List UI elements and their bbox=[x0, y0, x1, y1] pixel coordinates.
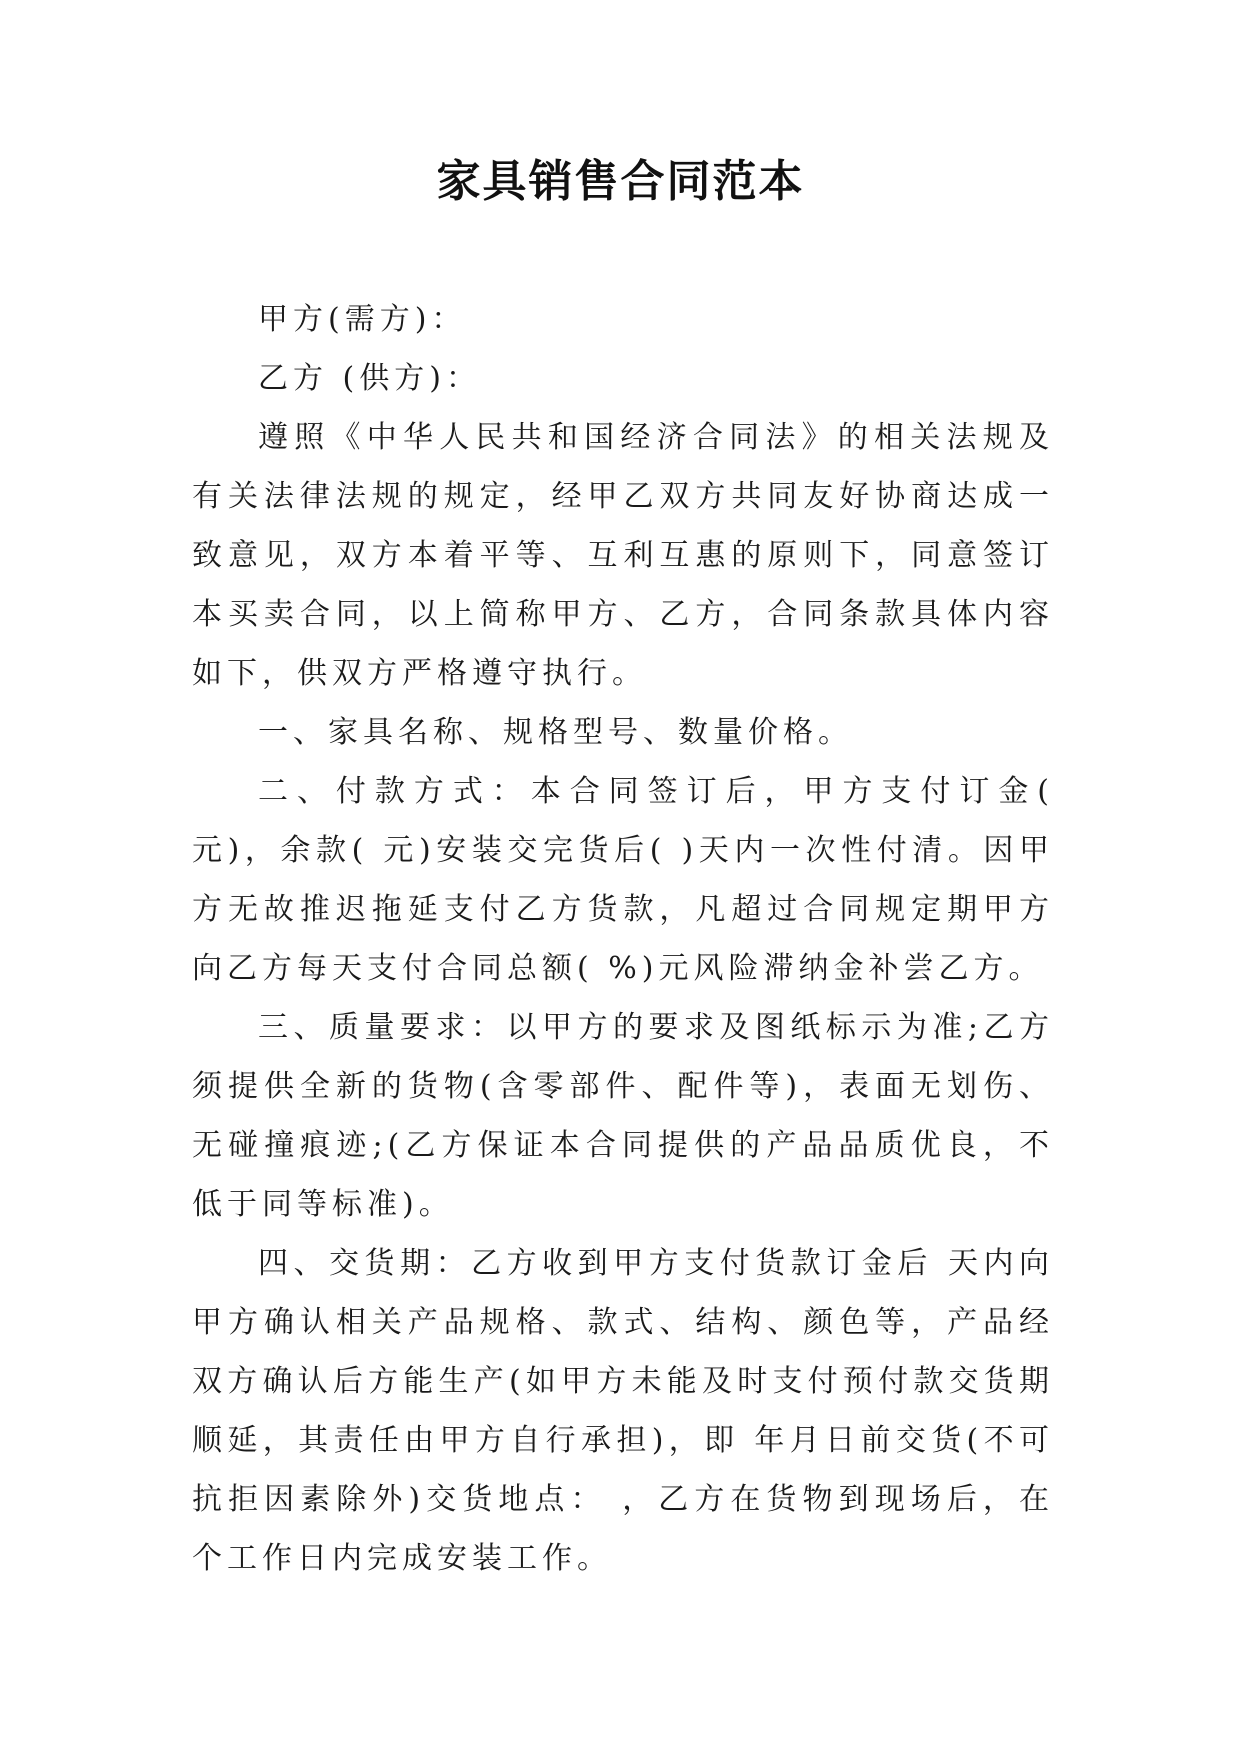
party-b-line: 乙方 (供方)： bbox=[258, 361, 481, 396]
clause-2-paragraph: 二、付款方式：本合同签订后，甲方支付订金( 元)，余款( 元)安装交完货后( )天内一次性付清。因甲方无故推迟拖延支付乙方货款，凡超过合同规定期甲方向乙方每天支付合同总额( %)元风险滞纳金补尝乙方。 bbox=[192, 774, 1054, 986]
party-a-line: 甲方(需方)： bbox=[258, 302, 467, 337]
clause-3-paragraph: 三、质量要求：以甲方的要求及图纸标示为准;乙方须提供全新的货物(含零部件、配件等)，表面无划伤、无碰撞痕迹;(乙方保证本合同提供的产品品质优良，不低于同等标准)。 bbox=[192, 1010, 1054, 1222]
document-body bbox=[192, 290, 1054, 1588]
clause-4-paragraph: 四、交货期：乙方收到甲方支付货款订金后 天内向甲方确认相关产品规格、款式、结构、颜色等，产品经双方确认后方能生产(如甲方未能及时支付预付款交货期顺延，其责任由甲方自行承担)，即 年月日前交货(不可抗拒因素除外)交货地点： ，乙方在货物到现场后，在 个工作日内完成安装工作。 bbox=[192, 1246, 1054, 1576]
preamble-paragraph: 遵照《中华人民共和国经济合同法》的相关法规及有关法律法规的规定，经甲乙双方共同友好协商达成一致意见，双方本着平等、互利互惠的原则下，同意签订本买卖合同，以上简称甲方、乙方，合同条款具体内容如下，供双方严格遵守执行。 bbox=[192, 420, 1054, 691]
clause-1-paragraph: 一、家具名称、规格型号、数量价格。 bbox=[258, 715, 853, 750]
document-title: 家具销售合同范本 bbox=[436, 156, 805, 207]
